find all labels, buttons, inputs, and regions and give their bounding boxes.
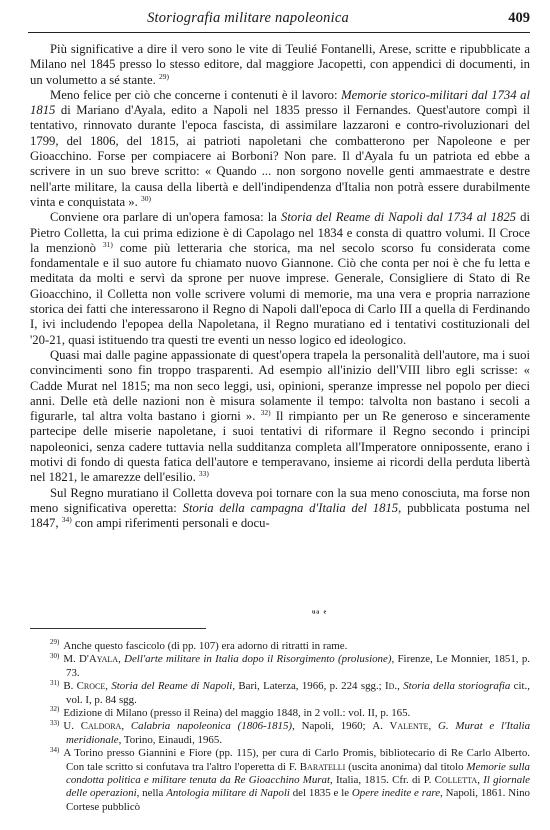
footnote: [30, 680, 530, 707]
paragraph: [30, 486, 530, 532]
printer-mark: ᵘᵃ ᵉ: [312, 608, 328, 619]
footnote-text: [50, 707, 530, 720]
footnote-number: 31): [50, 678, 60, 687]
text-run: cit., vol. I, p. 84 sgg.: [66, 680, 530, 706]
main-text: [30, 42, 530, 532]
text-run: , Napoli, 1861. Nino Cortese pubblicò: [66, 787, 530, 813]
paragraph: [30, 348, 530, 486]
text-run: Più significative a dire il vero sono le vite di Teulié Fontanelli, Arese, scritte e ripubblicate a Milano nel 1845 presso lo stesso editore, dal maggiore Jacopetti, con appendici di documenti, in un volumetto a sé stante.: [30, 42, 530, 87]
text-run: con ampi riferimenti personali e docu-: [71, 516, 270, 531]
italic-title: G. Murat e l'Italia meridionale: [66, 720, 531, 746]
author-name: A. Valente: [372, 720, 429, 733]
text-run: , pubblicata postuma nel 1847,: [30, 500, 530, 531]
text-run: Sul Regno muratiano il Colletta doveva poi tornare con la sua meno conosciuta, ma forse non meno significativa operetta:: [30, 485, 530, 515]
footnote-text: [50, 653, 530, 680]
footnote-number: 29): [50, 638, 60, 647]
footnote: [30, 640, 530, 653]
italic-title: Storia della campagna d'Italia del 1815: [182, 500, 399, 515]
text-run: Anche questo fascicolo (di pp. 107) era adorno di ritratti in rame.: [63, 640, 348, 652]
footnote-number: 30): [50, 651, 60, 660]
text-run: A Torino presso Giannini e Fiore (pp. 115), per cura di Carlo Promis, bibliotecario di Re Carlo Alberto. Con tale scritto si confutava tra l'altro l'operetta di: [63, 747, 530, 773]
text-run: Quasi mai dalle pagine appassionate di quest'opera trapela la personalità dell'autore, ma i suoi convincimenti sono fin troppo trasparenti. Ad esempio all'inizio dell'VIII libro egli scrisse: « Cadde Murat nel 1815; ma non seco leggi, usi, opinioni, speranze impresse nel popolo per dieci anni. Delle età delle nazioni non è misura solamente il tempo: talvolta non bastano i secoli a figurarle, tal altra volta bastano i giorni ».: [30, 347, 530, 424]
header-rule: [28, 32, 530, 33]
footnote: [30, 720, 530, 747]
text-run: ,: [121, 720, 131, 733]
text-run: , Italia, 1815. Cfr. di: [330, 774, 424, 787]
footnotes: [30, 640, 530, 814]
text-run: di Mariano d'Ayala, edito a Napoli nel 1835 presso il Fernandes. Quest'autore compì il tentativo, rinnovato durante l'epoca fascista, di assimilare lazzaroni e contro-rivoluzionari del 1799, del 1806, del 1815, ai patrioti napoletani che combatterono per Napoleone e per Gioacchino. Forse per compiacere ai Borboni? Non pare. Il d'Ayala fu un patriota ed ebbe a scrivere in un suo breve scritto: « Quando ... non sorgono novelle genti ammaestrate e destre nell'arte militare, la causa della libertà e dell'indipendenza d'Italia non potrà essere durabilmente vinta e conquistata ».: [30, 103, 530, 209]
text-run: , Napoli, 1960;: [292, 720, 373, 733]
text-run: , Bari, Laterza, 1966, p. 224 sgg.;: [232, 680, 386, 693]
italic-title: Antologia militare di Napoli: [166, 787, 290, 800]
footnote-number: 33): [50, 718, 60, 727]
footnote-text: [50, 680, 530, 707]
italic-title: Storia della storiografia: [403, 680, 511, 693]
text-run: , Firenze, Le Monnier, 1851, p. 73.: [66, 653, 530, 679]
italic-title: Storia del Reame di Napoli: [111, 680, 233, 693]
footnote-ref: 31): [102, 239, 113, 249]
footnote-number: 34): [50, 745, 60, 754]
text-run: (uscita anonima) dal titolo: [345, 760, 467, 773]
author-name: P. Colletta: [423, 774, 478, 787]
italic-title: Storia del Reame di Napoli dal 1734 al 1825: [281, 210, 517, 225]
text-run: ,: [477, 774, 484, 787]
italic-title: Il giornale delle operazioni: [66, 774, 531, 800]
footnote-rule: [30, 628, 206, 629]
text-run: ,: [428, 720, 439, 733]
footnote-text: [50, 747, 530, 814]
footnote-ref: 32): [260, 407, 271, 417]
italic-title: Dell'arte militare in Italia dopo il Risorgimento (prolusione): [124, 653, 392, 666]
text-run: , nella: [136, 787, 167, 800]
running-title: Storiografia militare napoleonica: [147, 10, 349, 26]
text-run: ,: [397, 680, 404, 693]
footnote-text: [50, 720, 530, 747]
footnote-ref: 33): [198, 469, 209, 479]
footnote: [30, 707, 530, 720]
page-number: 409: [508, 10, 530, 26]
footnote-ref: 30): [141, 193, 151, 203]
footnote: [30, 747, 530, 814]
author-name: F. Baratelli: [288, 760, 346, 773]
text-run: ,: [118, 653, 125, 666]
paragraph: [30, 42, 530, 88]
footnote-ref: 29): [158, 71, 169, 81]
text-run: del 1835 e le: [289, 787, 352, 800]
paragraph: [30, 88, 530, 210]
italic-title: Memorie storico-militari dal 1734 al 1815: [30, 87, 531, 118]
text-run: Edizione di Milano (presso il Reina) del maggio 1848, in 2 voll.: vol. II, p. 165.: [63, 707, 411, 720]
italic-title: Calabria napoleonica (1806-1815): [130, 720, 293, 733]
footnote: [30, 653, 530, 680]
footnote-ref: 34): [61, 514, 72, 524]
text-run: ,: [105, 680, 112, 693]
page-header: [28, 8, 530, 30]
italic-title: Opere inedite e rare: [351, 787, 441, 800]
text-run: , Torino, Einaudi, 1965.: [118, 733, 223, 746]
footnote-number: 32): [50, 705, 60, 714]
author-name: U. Caldora: [63, 720, 122, 733]
author-name: Id.: [385, 680, 398, 693]
text-run: Meno felice per ciò che concerne i contenuti è il lavoro:: [50, 87, 342, 102]
paragraph: [30, 210, 530, 348]
text-run: Conviene ora parlare di un'opera famosa: la: [50, 210, 282, 225]
text-run: come più letteraria che storica, ma nel secolo scorso fu considerata come fondamentale e il suo autore fu chiamato nuovo Giannone. Ciò che conta per noi è che fu letta e meditata da molti e servì da sprone per nuove imprese. Generale, Consigliere di Stato di Re Gioacchino, il Colletta non volle scrivere volumi di memorie, ma una vera e propria narrazione storica dei fatti che interessarono il Regno di Napoli dall'epoca di Carlo III a quella di Ferdinando I, ivi includendo l'epopea della Napoletana, il Regno muratiano ed i tentativi costituzionali del '20-21, quasi istituendo tra questi tre eventi un nesso logico ed ideologico.: [30, 240, 530, 347]
author-name: M. D'Ayala: [63, 653, 119, 666]
text-run: di Pietro Colletta, la cui prima edizione è di Capolago nel 1834 e consta di quattro volumi. Il Croce la menzionò: [30, 210, 530, 255]
italic-title: Memorie sulla condotta politica e militare tenuta da Re Gioacchino Murat: [66, 760, 531, 787]
footnote-text: [50, 640, 530, 653]
author-name: B. Croce: [63, 680, 106, 693]
text-run: Il rimpianto per un Re generoso e sinceramente partecipe delle miserie napoletane, i suoi tentativi di riformare il Regno secondo i principi napoleonici, senza cadere tuttavia nella sudditanza completa all'Imperatore onnipossente, erano i motivi di fondo di questa fatica dell'autore e temperavano, insieme ai ricordi della perduta libertà nel 1821, le amarezze dell'esilio.: [30, 409, 530, 485]
